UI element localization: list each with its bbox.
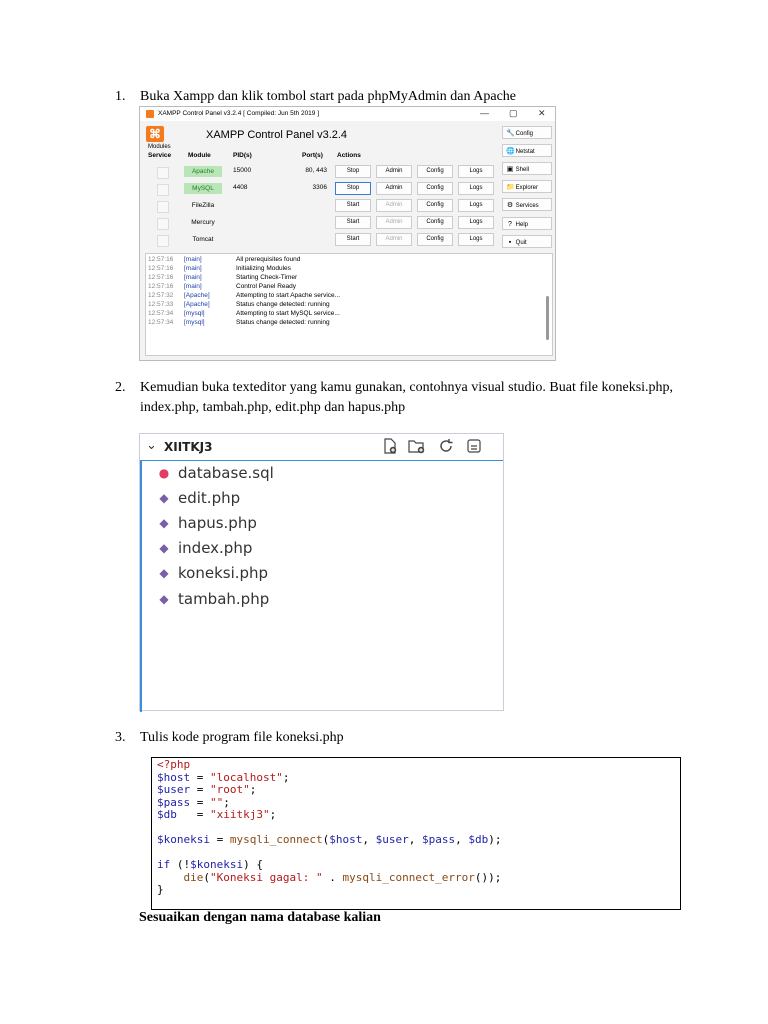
module-name: Apache <box>184 166 222 177</box>
admin-button: Admin <box>376 199 412 212</box>
side-button-label: Shell <box>515 167 530 173</box>
log-time: 12:57:16 <box>148 256 174 263</box>
step-number: 2. <box>115 380 126 395</box>
note-text: Sesuaikan dengan nama database kalian <box>139 910 381 925</box>
side-help-button[interactable] <box>502 217 552 230</box>
php-elephant-icon: ◆ <box>159 592 169 606</box>
logs-button[interactable]: Logs <box>458 233 494 246</box>
php-elephant-icon: ◆ <box>159 516 169 530</box>
start-button[interactable]: Start <box>335 216 371 229</box>
php-elephant-icon: ◆ <box>159 566 169 580</box>
module-row-filezilla <box>140 198 500 214</box>
new-file-icon[interactable] <box>382 438 398 458</box>
log-module: [Apache] <box>184 301 210 308</box>
file-name: database.sql <box>178 464 274 482</box>
header-pid: PID(s) <box>233 152 252 159</box>
logs-button[interactable]: Logs <box>458 165 494 178</box>
file-name: koneksi.php <box>178 564 269 582</box>
stop-button[interactable]: Stop <box>335 165 371 178</box>
globe-icon: 🌐 <box>506 148 515 155</box>
folder-name: XIITKJ3 <box>164 440 213 454</box>
close-icon[interactable]: ✕ <box>538 108 546 118</box>
log-line <box>148 309 340 318</box>
file-explorer-panel <box>139 433 504 711</box>
log-line <box>148 264 291 273</box>
config-button[interactable]: Config <box>417 233 453 246</box>
module-name: Mercury <box>191 219 215 226</box>
log-time: 12:57:32 <box>148 292 174 299</box>
side-config-button[interactable] <box>502 126 552 139</box>
log-message: Initializing Modules <box>236 265 291 272</box>
terminal-icon: ▣ <box>506 166 514 173</box>
module-name: Tomcat <box>192 236 214 243</box>
file-item[interactable] <box>156 539 252 561</box>
log-line <box>148 300 330 309</box>
log-module: [main] <box>184 256 202 263</box>
log-time: 12:57:33 <box>148 301 174 308</box>
step-text: Buka Xampp dan klik tombol start pada phpMyAdmin dan Apache <box>140 89 516 104</box>
window-title: XAMPP Control Panel v3.2.4 [ Compiled: Jun 5th 2019 ] <box>158 110 320 117</box>
log-line <box>148 291 341 300</box>
collapse-icon[interactable] <box>466 438 482 458</box>
start-button[interactable]: Start <box>335 199 371 212</box>
admin-button: Admin <box>376 216 412 229</box>
log-line <box>148 318 330 327</box>
side-button-label: Netstat <box>515 149 535 155</box>
xampp-logo-icon <box>146 110 154 118</box>
service-checkbox[interactable] <box>157 184 169 196</box>
log-line <box>148 255 301 264</box>
stop-button[interactable]: Stop <box>335 182 371 195</box>
log-line <box>148 282 296 291</box>
code-line: } <box>157 883 164 896</box>
code-line: $host = "localhost"; <box>157 770 290 784</box>
header-port: Port(s) <box>302 152 323 159</box>
log-line <box>148 273 298 282</box>
services-icon: ⚙ <box>506 202 514 209</box>
module-name: FileZilla <box>191 202 215 209</box>
log-scrollbar[interactable] <box>546 296 549 340</box>
log-panel[interactable] <box>145 253 553 356</box>
folder-icon: 📁 <box>506 184 515 191</box>
side-button-label: Explorer <box>515 185 539 191</box>
log-message: Status change detected: running <box>236 319 330 326</box>
minimize-icon[interactable]: — <box>480 108 489 118</box>
log-time: 12:57:34 <box>148 319 174 326</box>
admin-button[interactable]: Admin <box>376 182 412 195</box>
code-line: $db = "xiitkj3"; <box>157 808 277 821</box>
php-elephant-icon: ◆ <box>159 491 169 505</box>
service-checkbox[interactable] <box>157 201 169 213</box>
step-text: Tulis kode program file koneksi.php <box>140 730 344 745</box>
log-module: [main] <box>184 274 202 281</box>
code-line: die("Koneksi gagal: " . mysqli_connect_error()); <box>183 870 502 884</box>
logs-button[interactable]: Logs <box>458 182 494 195</box>
log-message: Control Panel Ready <box>236 283 296 290</box>
side-services-button[interactable] <box>502 198 552 211</box>
module-pid: 15000 <box>233 167 252 174</box>
explorer-header[interactable] <box>140 434 503 461</box>
quit-icon: ▪ <box>508 239 512 246</box>
header-actions: Actions <box>337 152 361 159</box>
side-button-label: Config <box>515 131 534 137</box>
header-service: Service <box>148 152 172 159</box>
file-item[interactable] <box>156 514 257 536</box>
admin-button: Admin <box>376 233 412 246</box>
code-block <box>151 757 681 910</box>
module-name: MySQL <box>184 183 222 194</box>
step-number: 1. <box>115 89 126 104</box>
file-item[interactable] <box>156 564 268 586</box>
database-icon: ● <box>158 466 170 480</box>
log-message: All prerequisites found <box>236 256 301 263</box>
file-item[interactable] <box>156 489 240 511</box>
step-2 <box>115 378 695 418</box>
logs-button[interactable]: Logs <box>458 216 494 229</box>
module-port: 80, 443 <box>305 167 327 174</box>
side-button-label: Help <box>515 222 529 228</box>
start-button[interactable]: Start <box>335 233 371 246</box>
module-row-tomcat <box>140 232 500 248</box>
log-module: [mysql] <box>184 310 205 317</box>
code-line: <?php <box>157 758 191 771</box>
log-message: Attempting to start MySQL service... <box>236 310 340 317</box>
side-quit-button[interactable] <box>502 235 552 248</box>
wrench-icon: 🔧 <box>506 130 515 137</box>
file-item[interactable] <box>156 464 274 486</box>
log-message: Status change detected: running <box>236 301 330 308</box>
file-name: index.php <box>178 539 253 557</box>
file-name: tambah.php <box>178 590 270 608</box>
service-checkbox[interactable] <box>157 235 169 247</box>
explorer-file-list <box>140 460 503 712</box>
side-button-label: Services <box>515 203 539 209</box>
refresh-icon[interactable] <box>438 438 454 458</box>
module-row-mercury <box>140 215 500 231</box>
service-checkbox[interactable] <box>157 167 169 179</box>
help-icon: ? <box>508 221 512 228</box>
header-module: Module <box>188 152 211 159</box>
config-button[interactable]: Config <box>417 182 453 195</box>
side-explorer-button[interactable] <box>502 180 552 193</box>
log-message: Attempting to start Apache service... <box>236 292 341 299</box>
log-module: [Apache] <box>184 292 210 299</box>
log-time: 12:57:16 <box>148 265 174 272</box>
maximize-icon[interactable]: ▢ <box>509 108 518 118</box>
step-number: 3. <box>115 730 126 745</box>
xampp-big-logo-icon: ⌘ <box>146 126 164 142</box>
window-titlebar <box>140 107 555 121</box>
xampp-control-panel-window <box>139 106 556 361</box>
log-module: [main] <box>184 265 202 272</box>
config-button[interactable]: Config <box>417 199 453 212</box>
code-line: $koneksi = mysqli_connect($host, $user, $pass, $db); <box>157 833 502 846</box>
step-text: Kemudian buka texteditor yang kamu gunakan, contohnya visual studio. Buat file koneksi.php, index.php, tambah.php, edit.php dan hapus.php <box>140 380 674 415</box>
log-message: Starting Check-Timer <box>236 274 298 281</box>
module-pid: 4408 <box>233 184 248 191</box>
log-time: 12:57:16 <box>148 283 174 290</box>
code-line: if (!$koneksi) { <box>157 858 263 871</box>
logs-button[interactable]: Logs <box>458 199 494 212</box>
file-item[interactable] <box>156 590 269 612</box>
new-folder-icon[interactable] <box>408 438 426 458</box>
side-shell-button[interactable] <box>502 162 552 175</box>
file-name: edit.php <box>178 489 241 507</box>
file-name: hapus.php <box>178 514 257 532</box>
module-port: 3306 <box>312 184 327 191</box>
side-netstat-button[interactable] <box>502 144 552 157</box>
panel-heading: XAMPP Control Panel v3.2.4 <box>206 129 348 141</box>
code-line: $pass = ""; <box>157 795 230 809</box>
log-time: 12:57:16 <box>148 274 174 281</box>
service-checkbox[interactable] <box>157 218 169 230</box>
log-module: [main] <box>184 283 202 290</box>
admin-button[interactable]: Admin <box>376 165 412 178</box>
modules-label: Modules <box>148 144 171 150</box>
code-line: $user = "root"; <box>157 783 257 796</box>
php-elephant-icon: ◆ <box>159 541 169 555</box>
log-module: [mysql] <box>184 319 205 326</box>
config-button[interactable]: Config <box>417 216 453 229</box>
module-row-mysql <box>140 181 500 197</box>
config-button[interactable]: Config <box>417 165 453 178</box>
side-button-label: Quit <box>515 240 527 246</box>
chevron-down-icon[interactable]: ⌄ <box>146 438 157 453</box>
module-row-apache <box>140 164 500 180</box>
log-time: 12:57:34 <box>148 310 174 317</box>
